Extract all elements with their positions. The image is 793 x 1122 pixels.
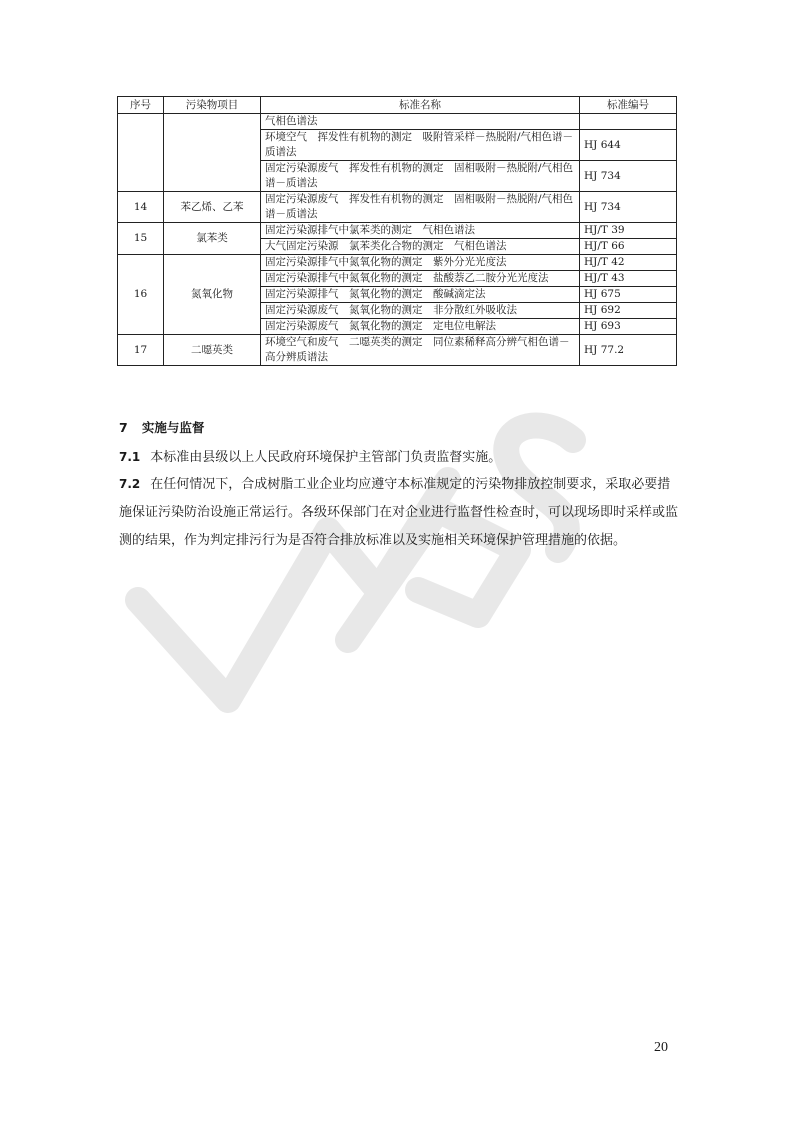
cell-pollutant: 二噁英类	[164, 335, 261, 366]
table-row	[118, 223, 677, 239]
col-header-pollutant: 污染物项目	[164, 97, 261, 114]
cell-pollutant: 氮氧化物	[164, 255, 261, 335]
col-header-standard-name: 标准名称	[261, 97, 580, 114]
cell-standard-name: 固定污染源废气 挥发性有机物的测定 固相吸附－热脱附/气相色谱－质谱法	[261, 161, 580, 192]
clause-number: 7.2	[119, 477, 141, 491]
table-header-row	[118, 97, 677, 114]
col-header-no: 序号	[118, 97, 164, 114]
cell-no: 17	[118, 335, 164, 366]
cell-standard-name: 大气固定污染源 氯苯类化合物的测定 气相色谱法	[261, 239, 580, 255]
cell-standard-name: 气相色谱法	[261, 114, 580, 130]
cell-standard-code: HJ 734	[580, 192, 677, 223]
cell-pollutant: 氯苯类	[164, 223, 261, 255]
cell-no: 15	[118, 223, 164, 255]
cell-standard-name: 固定污染源废气 氮氧化物的测定 非分散红外吸收法	[261, 303, 580, 319]
clause-number: 7.1	[119, 450, 141, 464]
table-row	[118, 255, 677, 271]
section-number: 7	[119, 420, 128, 435]
cell-pollutant: 苯乙烯、乙苯	[164, 192, 261, 223]
cell-standard-code-empty	[580, 114, 677, 130]
cell-standard-name: 固定污染源排气中氮氧化物的测定 盐酸萘乙二胺分光光度法	[261, 271, 580, 287]
clause-text: 在任何情况下，合成树脂工业企业均应遵守本标准规定的污染物排放控制要求，采取必要措施保证污染防治设施正常运行。各级环保部门在对企业进行监督性检查时，可以现场即时采样或监测的结果，作为判定排污行为是否符合排放标准以及实施相关环境保护管理措施的依据。	[119, 477, 679, 548]
cell-standard-name: 固定污染源排气中氮氧化物的测定 紫外分光光度法	[261, 255, 580, 271]
cell-pollutant-empty	[164, 114, 261, 192]
table-row	[118, 192, 677, 223]
section-title: 实施与监督	[141, 420, 205, 435]
cell-standard-code: HJ 644	[580, 130, 677, 161]
cell-standard-code: HJ 693	[580, 319, 677, 335]
cell-standard-code: HJ/T 66	[580, 239, 677, 255]
clause-7-2	[119, 470, 679, 555]
cell-standard-code: HJ 77.2	[580, 335, 677, 366]
cell-no: 16	[118, 255, 164, 335]
cell-standard-code: HJ/T 39	[580, 223, 677, 239]
col-header-standard-code: 标准编号	[580, 97, 677, 114]
cell-standard-code: HJ 675	[580, 287, 677, 303]
clause-7-1	[119, 443, 679, 472]
cell-no: 14	[118, 192, 164, 223]
section-7-heading	[119, 414, 679, 443]
table-row	[118, 114, 677, 130]
cell-standard-name: 固定污染源废气 挥发性有机物的测定 固相吸附－热脱附/气相色谱－质谱法	[261, 192, 580, 223]
cell-standard-name: 固定污染源排气 氮氧化物的测定 酸碱滴定法	[261, 287, 580, 303]
cell-standard-code: HJ 734	[580, 161, 677, 192]
cell-standard-name: 固定污染源排气中氯苯类的测定 气相色谱法	[261, 223, 580, 239]
cell-standard-name: 环境空气 挥发性有机物的测定 吸附管采样－热脱附/气相色谱－质谱法	[261, 130, 580, 161]
cell-no-empty	[118, 114, 164, 192]
cell-standard-name: 环境空气和废气 二噁英类的测定 同位素稀释高分辨气相色谱－高分辨质谱法	[261, 335, 580, 366]
cell-standard-name: 固定污染源废气 氮氧化物的测定 定电位电解法	[261, 319, 580, 335]
page-number: 20	[654, 1040, 668, 1055]
standards-table	[117, 96, 677, 366]
cell-standard-code: HJ 692	[580, 303, 677, 319]
table-row	[118, 335, 677, 366]
clause-text: 本标准由县级以上人民政府环境保护主管部门负责监督实施。	[150, 450, 502, 465]
cell-standard-code: HJ/T 43	[580, 271, 677, 287]
cell-standard-code: HJ/T 42	[580, 255, 677, 271]
